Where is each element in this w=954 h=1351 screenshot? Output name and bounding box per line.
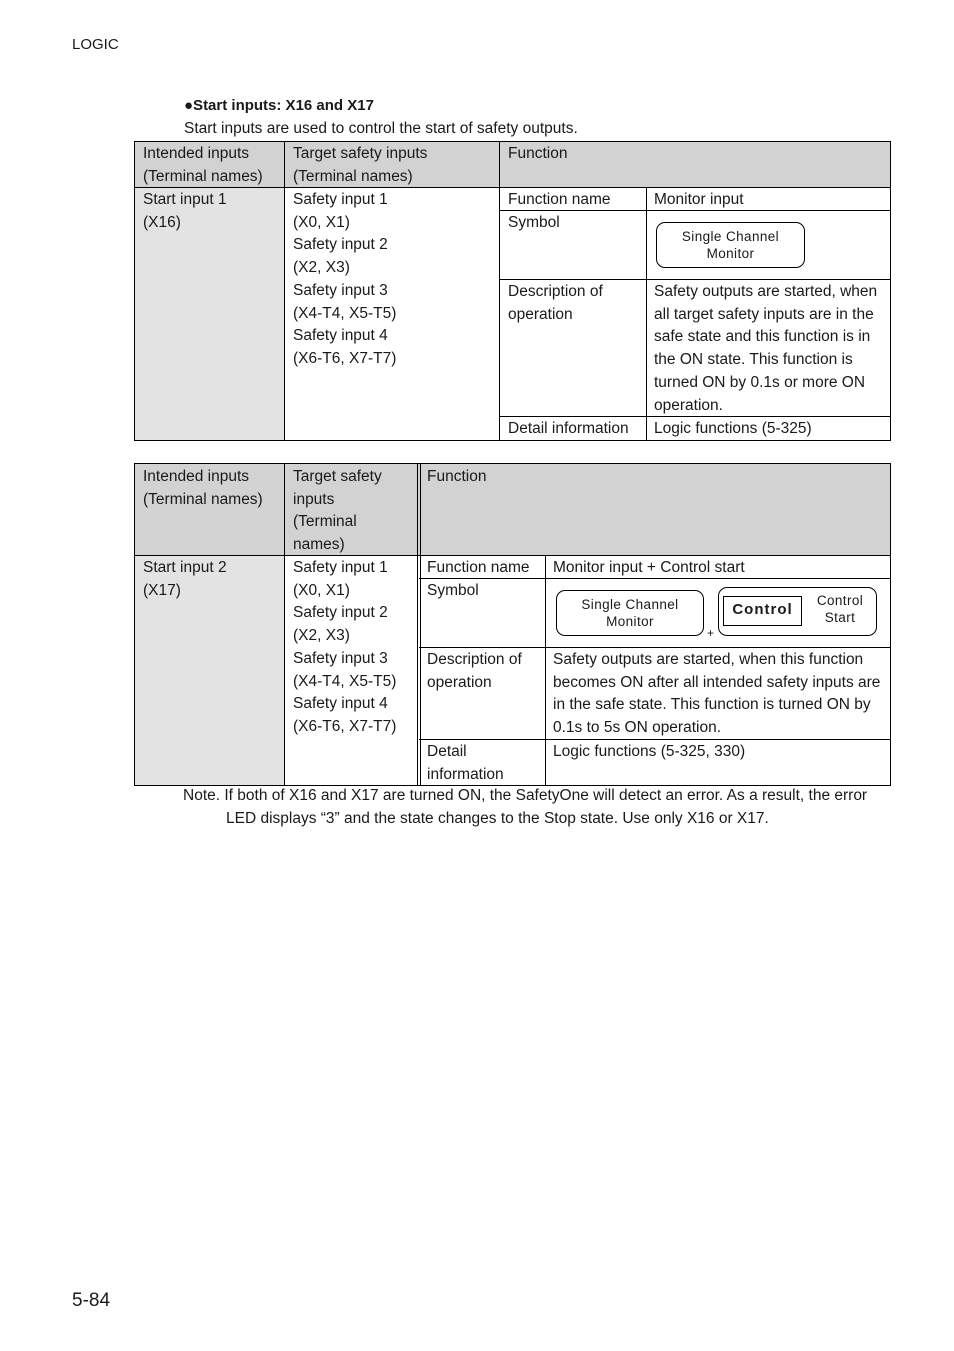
table1-input-name: Start input 1 (X16)	[143, 191, 227, 231]
table2-detail-label: Detail information	[427, 743, 504, 783]
single-channel-monitor-symbol: Single Channel Monitor	[556, 590, 704, 636]
table2-symbol-label: Symbol	[427, 582, 479, 599]
table1-target-list: Safety input 1 (X0, X1) Safety input 2 (X2, X3) Safety input 3 (X4-T4, X5-T5) Safety input 4 (X6-T6, X7-T7)	[293, 191, 397, 367]
table2-description: Safety outputs are started, when this function becomes ON after all intended safety inputs are in the safe state. This function is turned ON by 0.1s to 5s ON operation.	[553, 651, 881, 737]
table1-function-name-value: Monitor input	[654, 191, 744, 208]
intro-text: Start inputs are used to control the start of safety outputs.	[184, 120, 578, 137]
table1-border	[890, 141, 891, 441]
table2-function-name-label: Function name	[427, 559, 530, 576]
table2-rule	[419, 739, 891, 740]
table1-detail-label: Detail information	[508, 420, 629, 437]
plus-sign: +	[707, 626, 715, 640]
table2-rule	[419, 647, 891, 648]
page-number: 5-84	[72, 1290, 111, 1311]
table1-head-intended: Intended inputs (Terminal names)	[143, 145, 263, 185]
table1-rule	[499, 141, 500, 441]
table1-rule	[134, 187, 891, 188]
table2-head-intended: Intended inputs (Terminal names)	[143, 468, 263, 508]
table2-rule	[420, 463, 421, 786]
table2-target-list: Safety input 1 (X0, X1) Safety input 2 (X2, X3) Safety input 3 (X4-T4, X5-T5) Safety input 4 (X6-T6, X7-T7)	[293, 559, 397, 735]
table2-rule	[284, 463, 285, 786]
control-block: Control	[723, 596, 802, 626]
table2-border	[134, 463, 135, 786]
table2-function-name-value: Monitor input + Control start	[553, 559, 745, 576]
control-start-symbol	[718, 587, 877, 636]
table2-rule	[417, 463, 418, 786]
table2-head-function: Function	[427, 468, 487, 485]
table2-rule	[419, 578, 891, 579]
table2-rule	[545, 555, 546, 786]
table2-border	[134, 785, 891, 786]
note-line-1: Note. If both of X16 and X17 are turned ON, the SafetyOne will detect an error. As a result, the error	[183, 787, 868, 804]
table1-border	[134, 141, 891, 142]
note-line-2: LED displays “3” and the state changes to the Stop state. Use only X16 or X17.	[226, 810, 769, 827]
page-header: LOGIC	[72, 36, 119, 53]
table1-rule	[500, 279, 891, 280]
table2-rule	[134, 555, 891, 556]
table1-rule	[646, 187, 647, 441]
table2-detail-value: Logic functions (5-325, 330)	[553, 743, 746, 760]
control-start-label: Control Start	[816, 593, 864, 625]
table1-rule	[500, 210, 891, 211]
table1-border	[134, 141, 135, 441]
table1-head-function: Function	[508, 145, 568, 162]
table2-border	[890, 463, 891, 786]
table1-border	[134, 440, 891, 441]
table1-head-target: Target safety inputs (Terminal names)	[293, 145, 428, 185]
table2-head-target: Target safety inputs (Terminal names)	[293, 468, 382, 554]
section-title: ●Start inputs: X16 and X17	[184, 97, 374, 114]
table1-rule	[284, 141, 285, 441]
table1-function-name-label: Function name	[508, 191, 611, 208]
single-channel-monitor-symbol: Single Channel Monitor	[656, 222, 805, 268]
table1-description-label: Description of operation	[508, 283, 603, 323]
table1-detail-value: Logic functions (5-325)	[654, 420, 812, 437]
table1-description: Safety outputs are started, when all target safety inputs are in the safe state and this function is in the ON state. This function is turned ON by 0.1s or more ON operation.	[654, 283, 878, 414]
table1-symbol-label: Symbol	[508, 214, 560, 231]
table2-input-name: Start input 2 (X17)	[143, 559, 227, 599]
table1-rule	[500, 416, 891, 417]
table2-border	[134, 463, 891, 464]
table2-description-label: Description of operation	[427, 651, 522, 691]
